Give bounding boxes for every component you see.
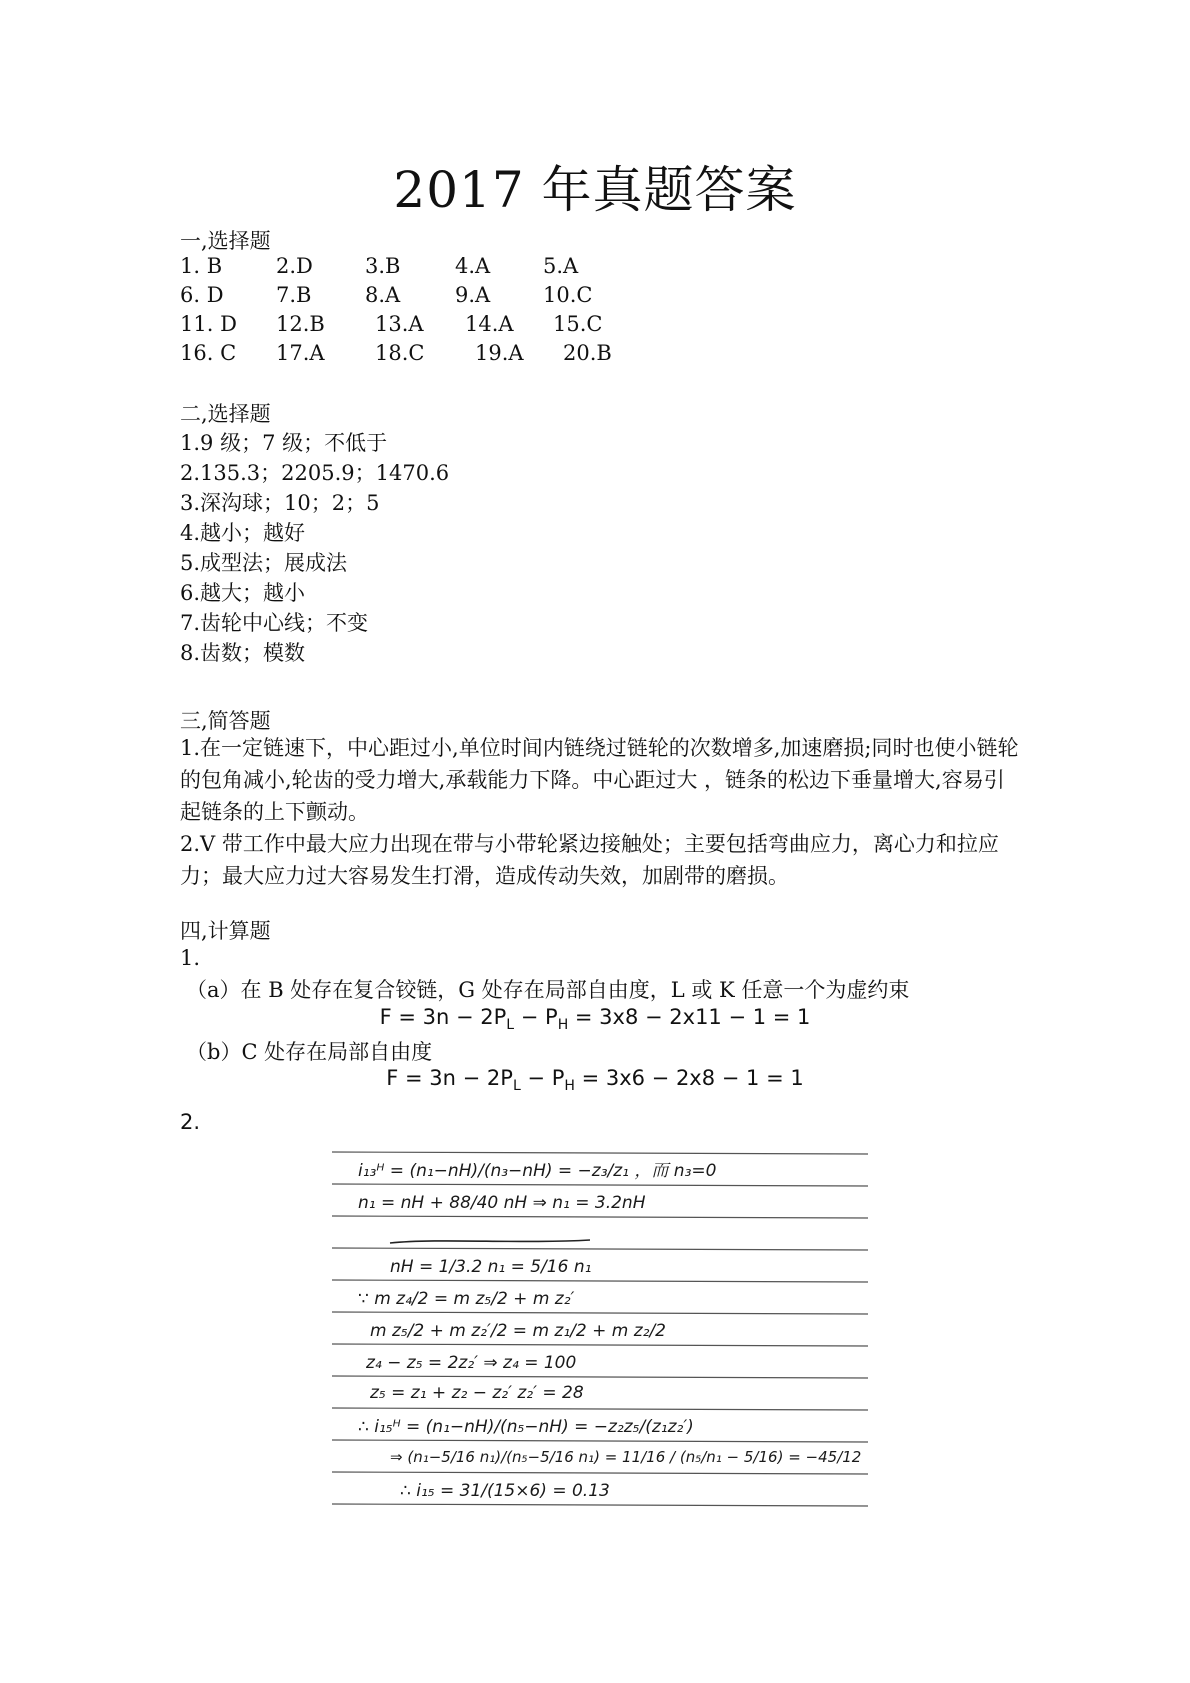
hw-line: z₅ = z₁ + z₂ − z₂′ z₂′ = 28	[370, 1383, 584, 1403]
answer-cell: 13.A	[375, 312, 424, 336]
answer-cell: 1. B	[180, 254, 223, 278]
fill-answer: 7.齿轮中心线；不变	[180, 611, 369, 635]
question-1b-formula: $F = 3n - 2P_L - P_H = 3x6 - 2x8 - 1 = 1$	[386, 1066, 804, 1095]
fill-answer: 1.9 级；7 级；不低于	[180, 431, 388, 455]
fill-answer: 5.成型法；展成法	[180, 551, 348, 575]
answer-cell: 12.B	[276, 312, 325, 336]
section-heading-fill: 二,选择题	[180, 402, 271, 426]
short-answer-2: 2.V 带工作中最大应力出现在带与小带轮紧边接触处；主要包括弯曲应力，离心力和拉应力；最大应力过大容易发生打滑，造成传动失效，加剧带的磨损。	[180, 832, 999, 888]
hw-line: z₄ − z₅ = 2z₂′ ⇒ z₄ = 100	[366, 1353, 577, 1373]
answer-cell: 14.A	[465, 312, 514, 336]
hw-line: nH = 1/3.2 n₁ = 5/16 n₁	[390, 1257, 592, 1277]
hw-line: ∴ i₁₅ = 31/(15×6) = 0.13	[400, 1481, 610, 1501]
section-heading-choice: 一,选择题	[180, 229, 271, 253]
answer-cell: 3.B	[365, 254, 401, 278]
section-heading-calculation: 四,计算题	[180, 919, 271, 943]
answer-cell: 9.A	[455, 283, 491, 307]
answer-cell: 2.D	[276, 254, 313, 278]
question-1a-text: （a）在 B 处存在复合铰链，G 处存在局部自由度，L 或 K 任意一个为虚约束	[186, 978, 910, 1002]
fill-answer: 2.135.3；2205.9；1470.6	[180, 461, 450, 485]
fill-answer: 8.齿数；模数	[180, 641, 306, 665]
question-2-label: 2.	[180, 1110, 201, 1134]
answer-cell: 4.A	[455, 254, 491, 278]
hw-line: ∴ i₁₅ᴴ = (n₁−nH)/(n₅−nH) = −z₂z₅/(z₁z₂′)	[358, 1417, 694, 1437]
answer-cell: 7.B	[276, 283, 312, 307]
answer-cell: 16. C	[180, 341, 237, 365]
answer-cell: 11. D	[180, 312, 237, 336]
hw-line: i₁₃ᴴ = (n₁−nH)/(n₃−nH) = −z₃/z₁ ，而 n₃=0	[358, 1161, 717, 1181]
ruled-paper	[330, 1140, 870, 1510]
fill-answer: 4.越小；越好	[180, 521, 306, 545]
answer-cell: 6. D	[180, 283, 224, 307]
answer-cell: 18.C	[375, 341, 425, 365]
hw-line: ⇒ (n₁−5/16 n₁)/(n₅−5/16 n₁) = 11/16 / (n₅/n₁ − 5/16) = −45/12	[390, 1448, 862, 1466]
page-title: 2017 年真题答案	[393, 161, 797, 219]
short-answer-1: 1.在一定链速下，中心距过小,单位时间内链绕过链轮的次数增多,加速磨损;同时也使小链轮的包角减小,轮齿的受力增大,承载能力下降。中心距过大 ，链条的松边下垂量增大,容易引起链条的上下颤动。	[180, 736, 1019, 824]
question-1b-text: （b）C 处存在局部自由度	[186, 1040, 433, 1064]
hw-line: n₁ = nH + 88/40 nH ⇒ n₁ = 3.2nH	[358, 1193, 646, 1213]
answer-cell: 19.A	[475, 341, 524, 365]
handwritten-solution	[330, 1140, 870, 1510]
hw-line: m z₅/2 + m z₂′/2 = m z₁/2 + m z₂/2	[370, 1321, 666, 1341]
section-heading-short-answer: 三,简答题	[180, 709, 271, 733]
answer-cell: 5.A	[543, 254, 579, 278]
question-1a-formula: $F = 3n - 2P_L - P_H = 3x8 - 2x11 - 1 = 1$	[379, 1005, 811, 1034]
answer-cell: 10.C	[543, 283, 593, 307]
question-1-label: 1.	[180, 946, 201, 970]
scribble-strike	[390, 1240, 590, 1243]
answer-cell: 20.B	[563, 341, 612, 365]
hw-line: ∵ m z₄/2 = m z₅/2 + m z₂′	[358, 1289, 575, 1309]
fill-answer: 3.深沟球；10；2；5	[180, 491, 380, 515]
answer-cell: 17.A	[276, 341, 325, 365]
answer-cell: 15.C	[553, 312, 603, 336]
fill-answer: 6.越大；越小	[180, 581, 306, 605]
answer-cell: 8.A	[365, 283, 401, 307]
